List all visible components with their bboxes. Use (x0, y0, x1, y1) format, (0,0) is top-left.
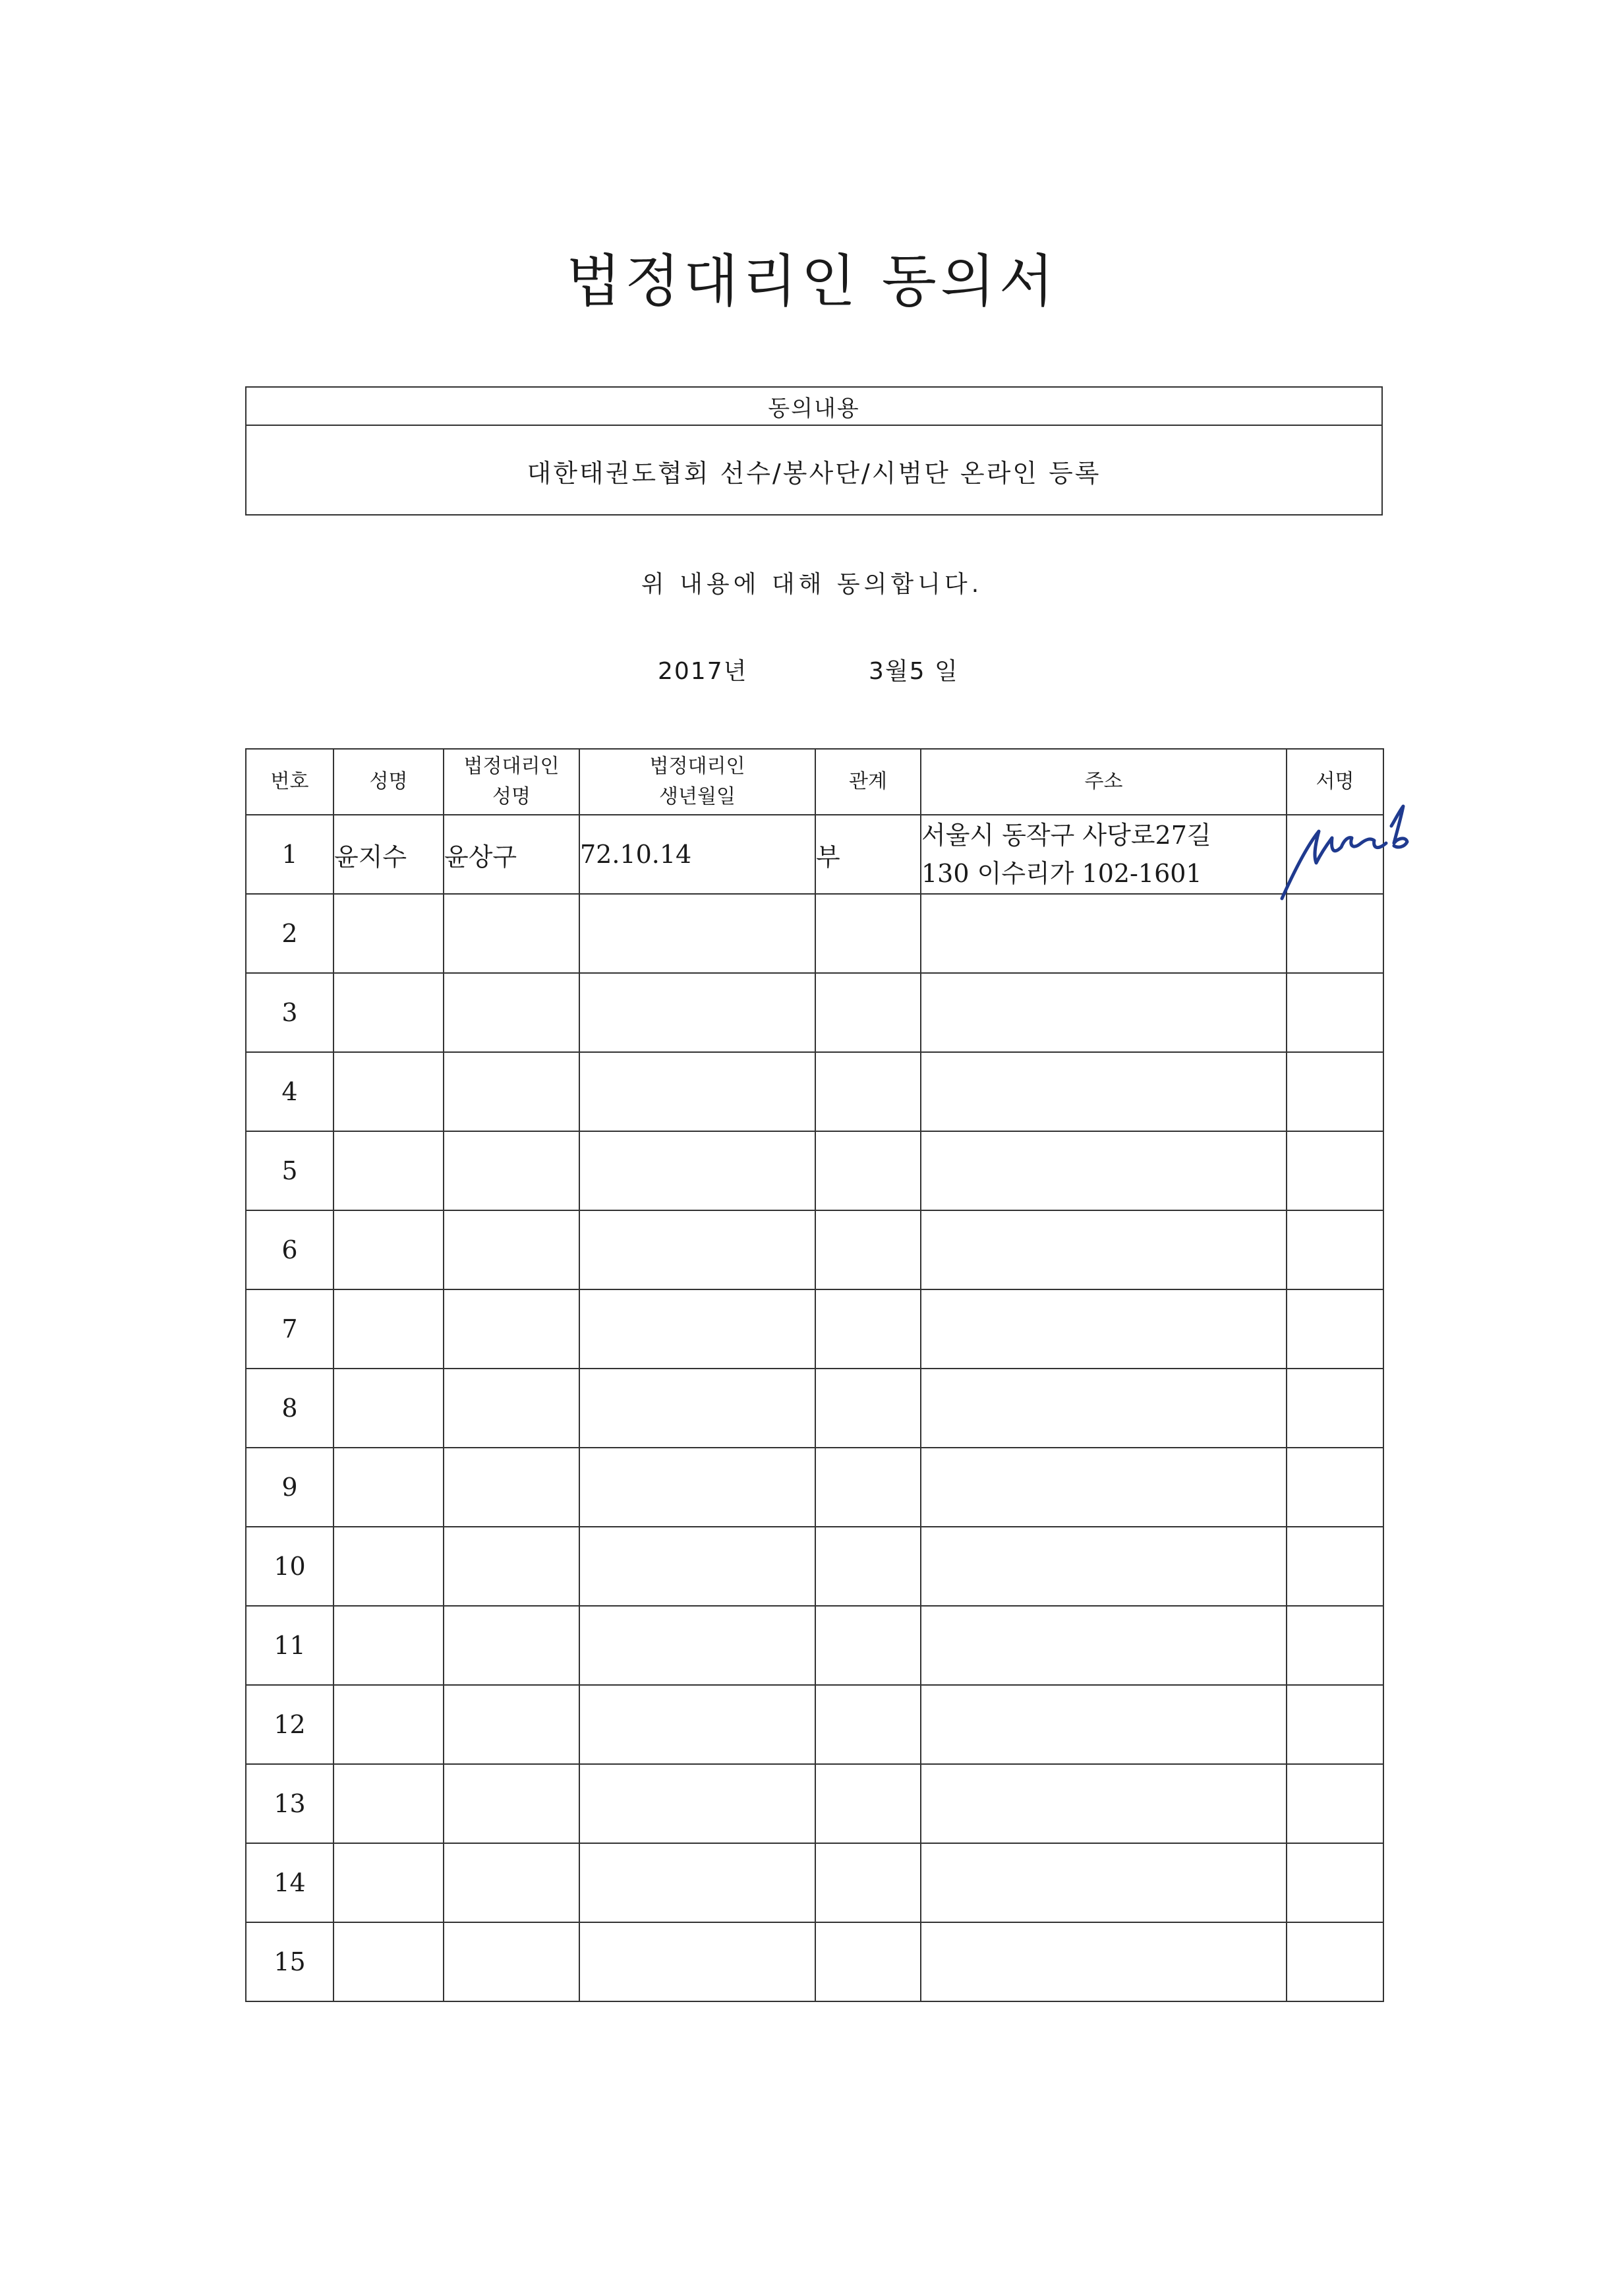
header-signature: 서명 (1287, 749, 1383, 815)
cell-address (921, 1210, 1287, 1289)
cell-name: 윤지수 (334, 815, 444, 894)
cell-guardian-birth (579, 1922, 815, 2001)
cell-guardian-name (444, 1527, 579, 1606)
cell-number: 8 (246, 1369, 334, 1448)
cell-number: 2 (246, 894, 334, 973)
agree-statement: 위 내용에 대해 동의합니다. (641, 571, 983, 598)
cell-guardian-name (444, 973, 579, 1052)
cell-address-line1: 서울시 동작구 사당로27길 (921, 821, 1211, 850)
header-guardian-name (444, 749, 579, 815)
cell-name (334, 894, 444, 973)
cell-guardian-name (444, 1448, 579, 1527)
cell-signature (1287, 1606, 1383, 1685)
cell-guardian-birth (579, 1369, 815, 1448)
table-row (246, 1527, 1383, 1606)
table-row (246, 894, 1383, 973)
cell-relation (815, 1052, 921, 1131)
cell-number: 3 (246, 973, 334, 1052)
cell-relation (815, 1131, 921, 1210)
cell-guardian-birth (579, 1606, 815, 1685)
cell-guardian-name (444, 1289, 579, 1369)
table-row (246, 1210, 1383, 1289)
date-year: 2017년 (658, 658, 748, 685)
cell-guardian-name: 윤상구 (444, 815, 579, 894)
cell-guardian-birth (579, 1843, 815, 1922)
cell-relation (815, 1448, 921, 1527)
cell-relation (815, 1606, 921, 1685)
table-row (246, 1448, 1383, 1527)
cell-name (334, 1922, 444, 2001)
cell-number: 12 (246, 1685, 334, 1764)
cell-guardian-name (444, 1922, 579, 2001)
header-guardian-birth-line1: 법정대리인 (649, 755, 745, 778)
cell-signature (1287, 1843, 1383, 1922)
table-row (246, 973, 1383, 1052)
cell-number: 4 (246, 1052, 334, 1131)
cell-signature (1287, 1685, 1383, 1764)
cell-guardian-name (444, 1052, 579, 1131)
guardian-signature-table (245, 748, 1384, 2002)
cell-guardian-name (444, 1210, 579, 1289)
cell-guardian-name (444, 1369, 579, 1448)
cell-guardian-name (444, 1131, 579, 1210)
header-guardian-name-line2: 성명 (492, 785, 531, 808)
cell-number: 5 (246, 1131, 334, 1210)
cell-number: 13 (246, 1764, 334, 1843)
header-guardian-birth (579, 749, 815, 815)
header-number: 번호 (246, 749, 334, 815)
cell-address (921, 1606, 1287, 1685)
cell-name (334, 1448, 444, 1527)
cell-relation (815, 1369, 921, 1448)
cell-name (334, 1685, 444, 1764)
cell-address (921, 1843, 1287, 1922)
cell-address (921, 1764, 1287, 1843)
cell-signature (1287, 1210, 1383, 1289)
cell-name (334, 1527, 444, 1606)
cell-number: 6 (246, 1210, 334, 1289)
cell-relation: 부 (815, 815, 921, 894)
cell-number: 11 (246, 1606, 334, 1685)
cell-guardian-birth (579, 1131, 815, 1210)
cell-name (334, 973, 444, 1052)
cell-name (334, 1289, 444, 1369)
table-row (246, 1369, 1383, 1448)
date-month-day: 3월5 일 (869, 658, 959, 685)
cell-name (334, 1210, 444, 1289)
cell-signature (1287, 973, 1383, 1052)
cell-address (921, 1052, 1287, 1131)
cell-number: 7 (246, 1289, 334, 1369)
page-title: 법정대리인 동의서 (566, 249, 1058, 314)
table-row (246, 1685, 1383, 1764)
cell-name (334, 1131, 444, 1210)
cell-guardian-name (444, 1764, 579, 1843)
cell-number: 9 (246, 1448, 334, 1527)
cell-guardian-birth (579, 1210, 815, 1289)
cell-guardian-name (444, 1606, 579, 1685)
consent-header: 동의내용 (246, 388, 1381, 426)
table-row (246, 1922, 1383, 2001)
cell-address (921, 1289, 1287, 1369)
cell-name (334, 1052, 444, 1131)
header-address: 주소 (921, 749, 1287, 815)
cell-name (334, 1764, 444, 1843)
table-row (246, 815, 1383, 894)
cell-address (921, 815, 1287, 894)
cell-number: 14 (246, 1843, 334, 1922)
cell-signature (1287, 1922, 1383, 2001)
cell-guardian-name (444, 894, 579, 973)
cell-address-line2: 130 이수리가 102-1601 (921, 859, 1202, 888)
cell-address (921, 1922, 1287, 2001)
table-row (246, 1764, 1383, 1843)
cell-signature (1287, 1289, 1383, 1369)
cell-relation (815, 1764, 921, 1843)
cell-guardian-name (444, 1843, 579, 1922)
cell-relation (815, 894, 921, 973)
table-row (246, 1052, 1383, 1131)
cell-guardian-birth (579, 1764, 815, 1843)
handwritten-signature-icon (1267, 800, 1432, 905)
table-row (246, 1843, 1383, 1922)
table-row (246, 1606, 1383, 1685)
cell-guardian-birth (579, 1527, 815, 1606)
table-header-row (246, 749, 1383, 815)
cell-guardian-birth (579, 1448, 815, 1527)
table-row (246, 1131, 1383, 1210)
cell-address (921, 973, 1287, 1052)
header-guardian-birth-line2: 생년월일 (659, 785, 736, 808)
cell-relation (815, 1922, 921, 2001)
header-name: 성명 (334, 749, 444, 815)
cell-address (921, 1131, 1287, 1210)
cell-address (921, 1527, 1287, 1606)
cell-address (921, 1448, 1287, 1527)
cell-guardian-birth: 72.10.14 (579, 815, 815, 894)
cell-signature (1287, 1764, 1383, 1843)
cell-number: 10 (246, 1527, 334, 1606)
cell-signature (1287, 1448, 1383, 1527)
cell-relation (815, 1210, 921, 1289)
table-row (246, 1289, 1383, 1369)
cell-relation (815, 1843, 921, 1922)
cell-relation (815, 1685, 921, 1764)
header-relation: 관계 (815, 749, 921, 815)
cell-relation (815, 1527, 921, 1606)
cell-signature (1287, 1527, 1383, 1606)
cell-relation (815, 973, 921, 1052)
cell-address (921, 894, 1287, 973)
cell-address (921, 1369, 1287, 1448)
signature-stroke (1282, 806, 1407, 899)
cell-guardian-birth (579, 1052, 815, 1131)
cell-number: 15 (246, 1922, 334, 2001)
cell-address (921, 1685, 1287, 1764)
cell-guardian-birth (579, 894, 815, 973)
cell-name (334, 1606, 444, 1685)
cell-signature (1287, 1052, 1383, 1131)
cell-name (334, 1843, 444, 1922)
header-guardian-name-line1: 법정대리인 (463, 755, 560, 778)
cell-guardian-birth (579, 1289, 815, 1369)
cell-guardian-birth (579, 973, 815, 1052)
consent-content: 대한태권도협회 선수/봉사단/시범단 온라인 등록 (527, 458, 1101, 488)
cell-name (334, 1369, 444, 1448)
cell-signature (1287, 1131, 1383, 1210)
cell-guardian-name (444, 1685, 579, 1764)
cell-signature (1287, 1369, 1383, 1448)
cell-number: 1 (246, 815, 334, 894)
cell-signature (1287, 894, 1383, 973)
consent-box (245, 386, 1383, 516)
cell-relation (815, 1289, 921, 1369)
cell-signature (1287, 815, 1383, 894)
cell-guardian-birth (579, 1685, 815, 1764)
